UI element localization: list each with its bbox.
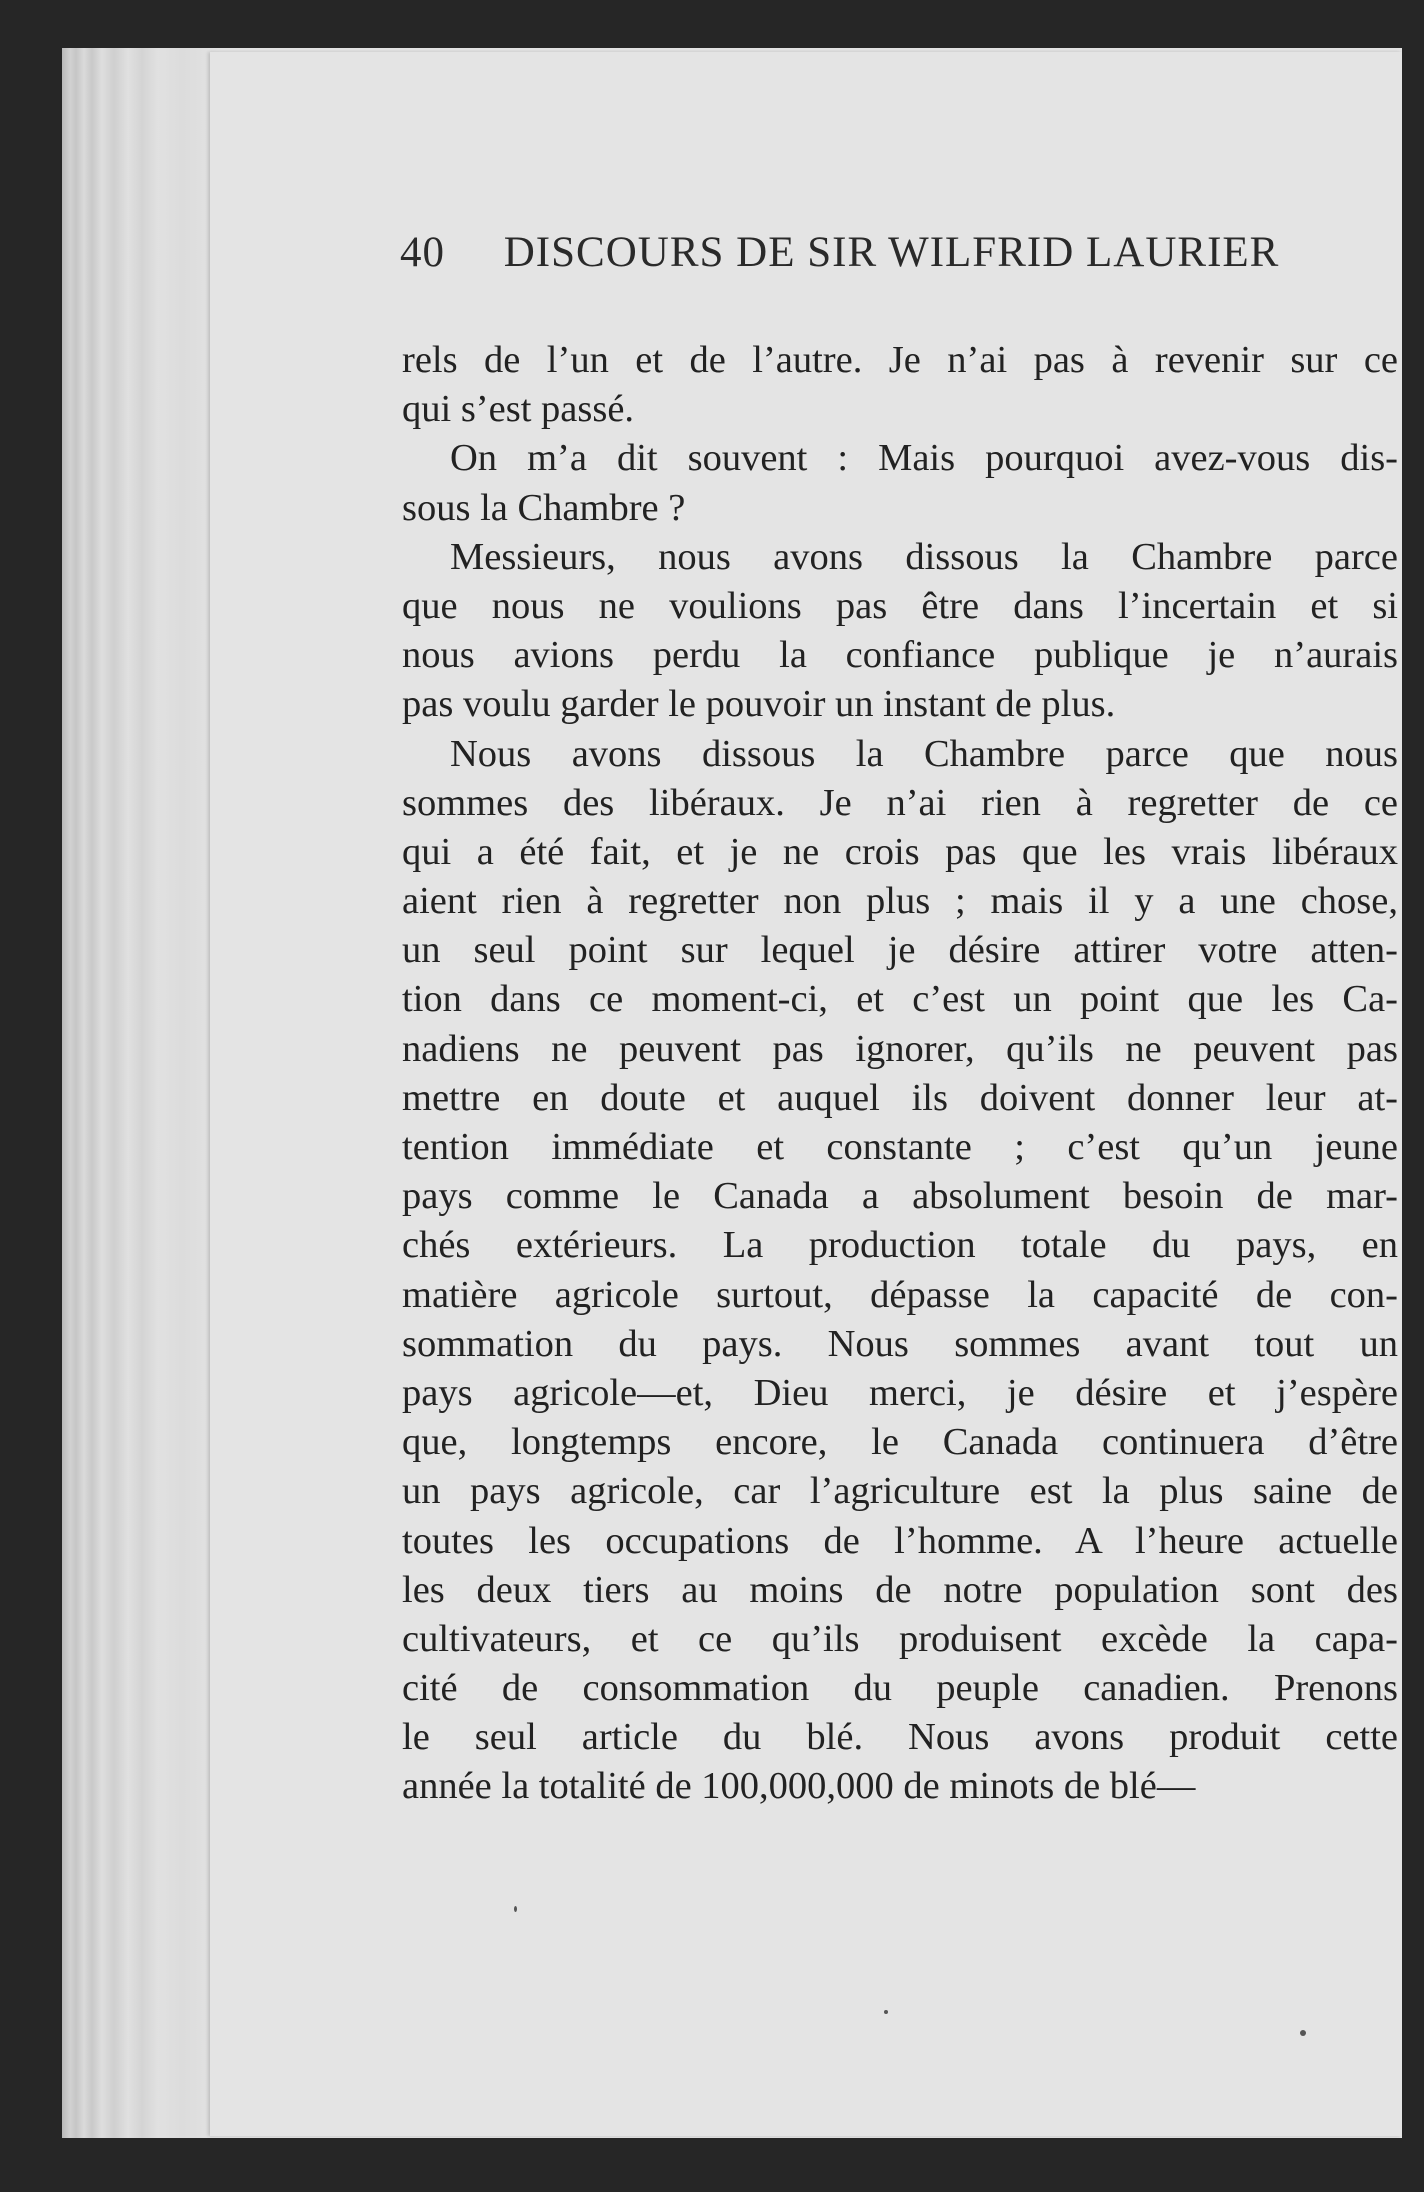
speck — [514, 1906, 517, 1912]
text-line: cité de consommation du peuple canadien. Prenons — [402, 1667, 1398, 1710]
text-line: matière agricole surtout, dépasse la capacité de con- — [402, 1273, 1398, 1316]
text-line: nadiens ne peuvent pas ignorer, qu’ils ne peuvent pas — [402, 1027, 1398, 1070]
text-line: un pays agricole, car l’agriculture est la plus saine de — [402, 1470, 1398, 1513]
text-line: toutes les occupations de l’homme. A l’heure actuelle — [402, 1519, 1398, 1562]
speck — [884, 2010, 888, 2014]
speck — [1300, 2030, 1306, 2036]
text-line: tion dans ce moment-ci, et c’est un point que les Ca- — [402, 978, 1398, 1021]
text-line: pas voulu garder le pouvoir un instant de plus. — [402, 683, 1116, 726]
text-line: Nous avons dissous la Chambre parce que nous — [450, 732, 1398, 775]
text-line: qui s’est passé. — [402, 388, 635, 431]
text-line: tention immédiate et constante ; c’est qu’un jeune — [402, 1126, 1398, 1168]
text-line: que, longtemps encore, le Canada continuera d’être — [402, 1421, 1398, 1464]
page-number: 40 — [400, 229, 445, 276]
text-line: pays agricole—et, Dieu merci, je désire et j’espère — [402, 1371, 1398, 1414]
text-line: année la totalité de 100,000,000 de minots de blé— — [402, 1765, 1196, 1808]
text-line: Messieurs, nous avons dissous la Chambre parce — [450, 535, 1398, 578]
text-line: qui a été fait, et je ne crois pas que les vrais libéraux — [402, 830, 1398, 873]
text-line: rels de l’un et de l’autre. Je n’ai pas à revenir sur ce — [402, 339, 1398, 381]
text-line: sommation du pays. Nous sommes avant tout un — [402, 1322, 1398, 1365]
text-line: que nous ne voulions pas être dans l’incertain et si — [402, 584, 1398, 627]
text-line: le seul article du blé. Nous avons produit cette — [402, 1716, 1398, 1759]
text-line: les deux tiers au moins de notre population sont des — [402, 1568, 1398, 1611]
text-line: sous la Chambre ? — [402, 486, 686, 529]
text-line: sommes des libéraux. Je n’ai rien à regretter de ce — [402, 781, 1398, 824]
running-head-title: DISCOURS DE SIR WILFRID LAURIER — [503, 229, 1280, 276]
text-line: pays comme le Canada a absolument besoin de mar- — [402, 1175, 1398, 1218]
text-line: On m’a dit souvent : Mais pourquoi avez-vous dis- — [450, 437, 1398, 480]
running-header — [400, 228, 1340, 284]
text-line: nous avions perdu la confiance publique je n’aurais — [402, 634, 1398, 677]
text-line: mettre en doute et auquel ils doivent donner leur at- — [402, 1076, 1398, 1119]
text-line: un seul point sur lequel je désire attirer votre atten- — [402, 929, 1398, 972]
body-text — [402, 336, 1398, 1812]
text-line: aient rien à regretter non plus ; mais il y a une chose, — [402, 880, 1398, 923]
text-line: cultivateurs, et ce qu’ils produisent excède la capa- — [402, 1617, 1398, 1660]
text-line: chés extérieurs. La production totale du pays, en — [402, 1224, 1398, 1267]
